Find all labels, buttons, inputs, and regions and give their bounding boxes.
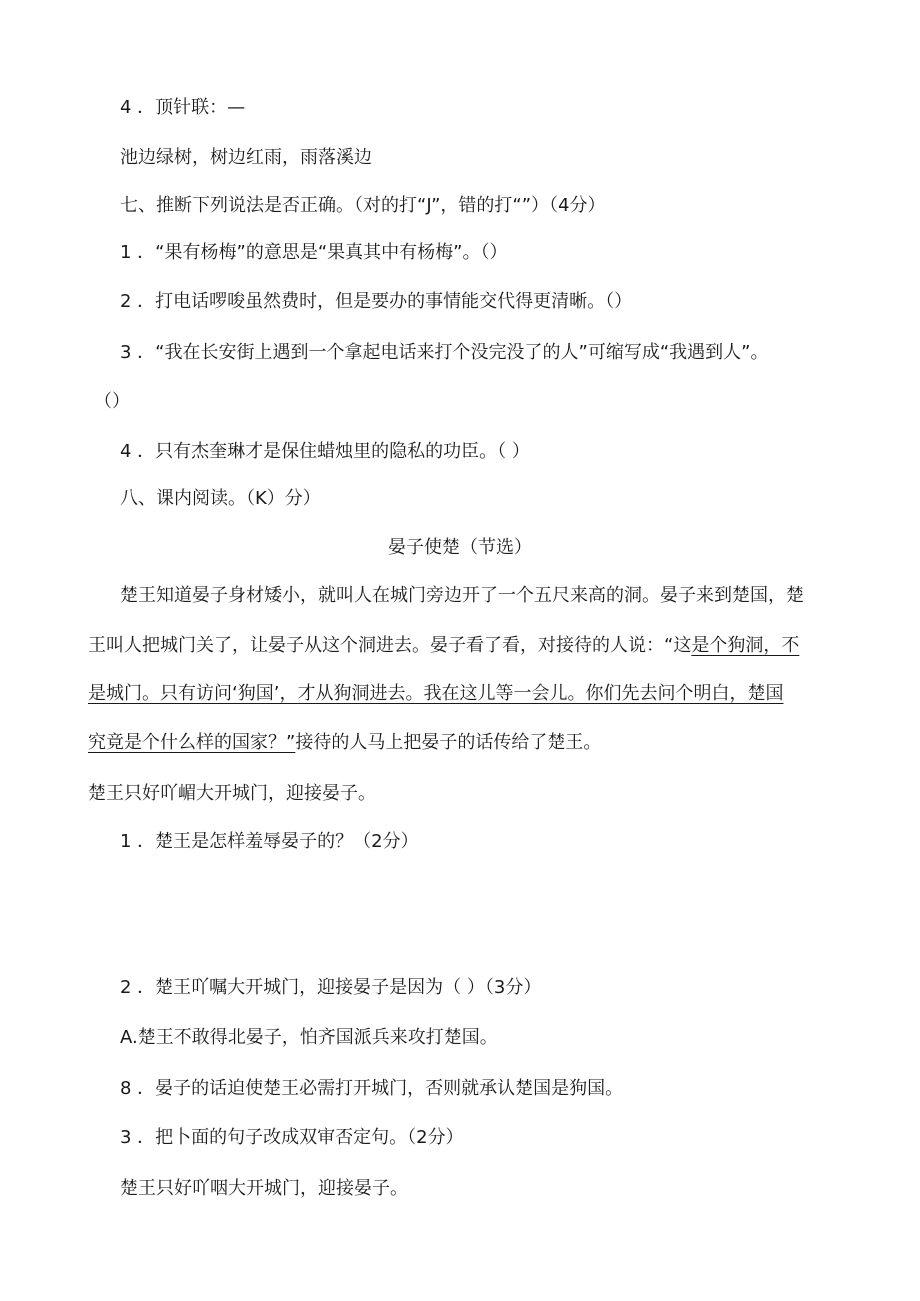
- passage-line-4: [88, 731, 601, 755]
- question-2: 2 ．楚王吖嘱大开城门，迎接晏子是因为（ ）（3分）: [120, 977, 542, 998]
- section-7-heading: 七、推断下列说法是否正确。（对的打“J”，错的打“”）（4分）: [120, 195, 606, 216]
- question-3: 3 ．把卜面的句子改成双审否定句。（2分）: [120, 1127, 464, 1148]
- option-a: A.楚王不敢得北晏子，怕齐国派兵来攻打楚国。: [120, 1027, 498, 1048]
- passage-title: 晏子使楚（节选）: [388, 537, 532, 558]
- passage-line-2: [88, 634, 799, 658]
- judge-item-4: 4 ．只有杰奎琳才是保住蜡烛里的隐私的功臣。（ ）: [120, 441, 530, 462]
- couplet-text: 池边绿树，树边红雨，雨落溪边: [120, 147, 372, 168]
- passage-line-4-plain: 接待的人马上把晏子的话传给了楚王。: [295, 732, 602, 753]
- judge-item-3: 3 ．“我在长安街上遇到一个拿起电话来打个没完没了的人”可缩写成“我遇到人”。: [120, 342, 769, 363]
- judge-item-3-bracket: （）: [94, 391, 130, 412]
- question-3-sentence: 楚王只好吖咽大开城门，迎接晏子。: [120, 1178, 408, 1199]
- judge-item-1: 1 ．“果有杨梅”的意思是“果真其中有杨梅”。（）: [120, 242, 508, 263]
- section-8-heading: 八、课内阅读。（K）分）: [120, 488, 321, 509]
- passage-line-1: 楚王知道晏子身材矮小，就叫人在城门旁边开了一个五尺来高的洞。晏子来到楚国，楚: [120, 585, 804, 606]
- passage-line-4-underlined: 究竟是个什么样的国家？”: [88, 732, 296, 753]
- question-1: 1 ．楚王是怎样羞辱晏子的？（2分）: [120, 831, 419, 852]
- couplet-item-4: 4 ．顶针联：—: [120, 97, 246, 118]
- judge-item-2: 2 ．打电话啰唆虽然费时，但是要办的事情能交代得更清晰。（）: [120, 291, 633, 312]
- passage-line-2-underlined: 是个狗洞，不: [691, 635, 800, 656]
- passage-line-5: 楚王只好吖嵋大开城门，迎接晏子。: [88, 783, 376, 804]
- passage-line-2-plain: 王叫人把城门关了，让晏子从这个洞进去。晏子看了看，对接待的人说：“这: [88, 635, 692, 656]
- passage-line-3-underlined: 是城门。只有访问‘狗国’，才从狗洞进去。我在这儿等一会儿。你们先去问个明白，楚国: [88, 683, 784, 704]
- option-b: 8 ．晏子的话迫使楚王必需打开城门，否则就承认楚国是狗国。: [120, 1078, 624, 1099]
